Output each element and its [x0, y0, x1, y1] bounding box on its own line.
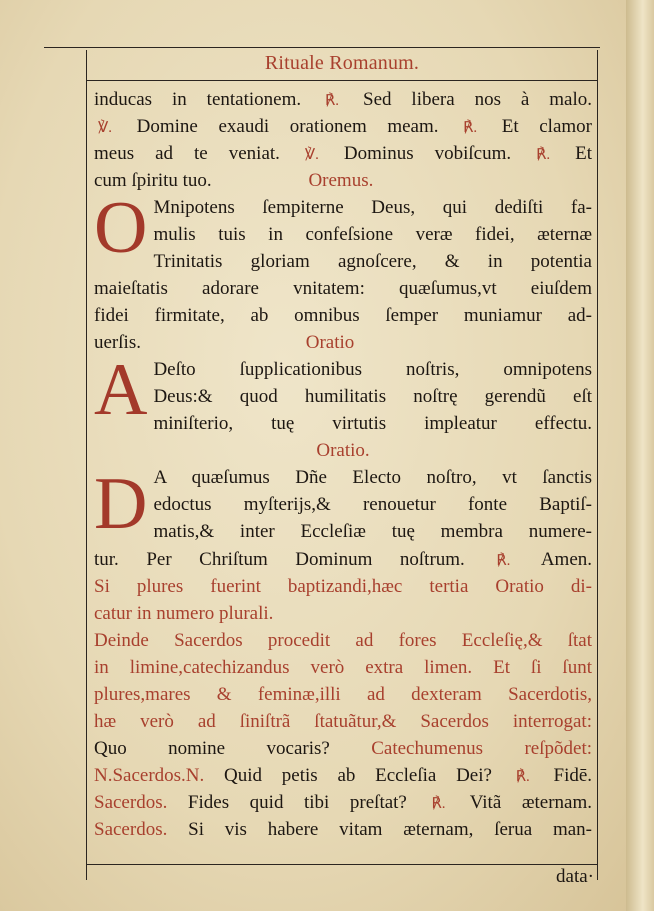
- top-rule: [44, 47, 600, 48]
- text-line: edoctus myſterijs,& renouetur fonte Baptiſ-: [153, 494, 592, 515]
- text-segment: cum ſpiritu tuo.: [94, 170, 212, 191]
- oratio-heading: Oratio.: [316, 440, 370, 461]
- text-line: [94, 86, 592, 113]
- text-segment: Si vis habere vitam æternam, ſerua man-: [188, 819, 592, 840]
- text-segment: Et: [575, 143, 593, 164]
- response-symbol: ℟.: [496, 553, 511, 569]
- rubric-line: Si plures fuerint baptizandi,hæc tertia Oratio di-: [94, 576, 592, 597]
- text-segment: meus ad te veniat.: [94, 143, 280, 164]
- text-segment: Fidē.: [553, 765, 593, 786]
- response-symbol: ℟.: [463, 120, 478, 136]
- book-gutter: [626, 0, 654, 911]
- text-segment: Amen.: [540, 549, 593, 570]
- rubric-line: in limine,catechizandus verò extra limen. Et ſi ſunt: [94, 657, 592, 678]
- oratio-heading: Oratio: [305, 332, 355, 353]
- text-segment: Fides quid tibi preſtat?: [187, 792, 407, 813]
- text-segment: Dominus vobiſcum.: [343, 143, 512, 164]
- rubric-line: hæ verò ad ſiniſtrã ſtatuãtur,& Sacerdos interrogat:: [94, 711, 592, 732]
- prayer-paragraph-3: [94, 464, 592, 573]
- drop-cap-O: O: [94, 187, 148, 269]
- page-body: [94, 86, 592, 843]
- rubric-1: [94, 573, 592, 627]
- text-line: miniſterio, tuę virtutis impleatur effectu.: [153, 413, 592, 434]
- response-symbol: ℟.: [431, 796, 446, 812]
- rubric-segment: Sacerdos.: [94, 792, 168, 813]
- text-line: [94, 735, 592, 762]
- text-line: fidei firmitate, ab omnibus ſemper muniamur ad-: [94, 305, 592, 326]
- oremus-heading: Oremus.: [308, 170, 374, 191]
- versicle-symbol: ℣.: [304, 147, 319, 163]
- text-segment: inducas in tentationem.: [94, 89, 302, 110]
- text-segment: Domine exaudi orationem meam.: [136, 116, 439, 137]
- text-segment: Vitã æternam.: [469, 792, 593, 813]
- text-segment: Quid petis ab Eccleſia Dei?: [224, 765, 492, 786]
- dialogue: [94, 735, 592, 843]
- text-line: [94, 816, 592, 843]
- text-line: mulis tuis in confeſsione veræ fidei, æternæ: [153, 224, 592, 245]
- text-line: Deus:& quod humilitatis noſtrę gerendũ eſt: [153, 386, 592, 407]
- text-line: maieſtatis adorare vnitatem: quæſumus,vt eiuſdem: [94, 278, 592, 299]
- rubric-segment: Sacerdos.: [94, 819, 168, 840]
- drop-cap-A: A: [94, 349, 148, 431]
- text-line: [94, 167, 592, 194]
- rubric-2: [94, 627, 592, 735]
- text-line: matis,& inter Eccleſiæ tuę membra numere-: [153, 521, 592, 542]
- bottom-rule: [86, 864, 598, 865]
- response-symbol: ℟.: [536, 147, 551, 163]
- text-line: Trinitatis gloriam agnoſcere, & in potentia: [153, 251, 592, 272]
- text-line: [94, 789, 592, 816]
- rubric-segment: N.Sacerdos.N.: [94, 765, 205, 786]
- text-line: [94, 140, 592, 167]
- text-line: [94, 329, 592, 356]
- rubric-line: plures,mares & feminæ,illi ad dexteram Sacerdotis,: [94, 684, 592, 705]
- drop-cap-D: D: [94, 463, 148, 545]
- text-line: [94, 546, 592, 573]
- text-segment: Et clamor: [501, 116, 592, 137]
- text-segment: uerſis.: [94, 332, 141, 353]
- rubric-line: catur in numero plurali.: [94, 603, 274, 624]
- text-line: Deſto ſupplicationibus noſtris, omnipotens: [153, 359, 592, 380]
- text-segment: Quo nomine vocaris?: [94, 738, 330, 759]
- prayer-paragraph-2: [94, 349, 592, 464]
- response-symbol: ℟.: [325, 93, 340, 109]
- text-line: Mnipotens ſempiterne Deus, qui dediſti fa-: [153, 197, 592, 218]
- text-line: [94, 113, 592, 140]
- text-segment: tur. Per Chriſtum Dominum noſtrum.: [94, 549, 465, 570]
- catchword: data·: [556, 866, 594, 887]
- running-title: Rituale Romanum.: [264, 52, 420, 74]
- response-symbol: ℟.: [515, 769, 530, 785]
- title-rule: [86, 80, 598, 81]
- prayer-paragraph-1: [94, 187, 592, 356]
- text-segment: Sed libera nos à malo.: [363, 89, 593, 110]
- text-line: [94, 762, 592, 789]
- text-line: A quæſumus Dñe Electo noſtro, vt ſanctis: [153, 467, 592, 488]
- rubric-segment: Catechumenus reſpõdet:: [371, 738, 593, 759]
- rubric-line: Deinde Sacerdos procedit ad fores Eccleſię,& ſtat: [94, 630, 592, 651]
- versicle-symbol: ℣.: [98, 120, 113, 136]
